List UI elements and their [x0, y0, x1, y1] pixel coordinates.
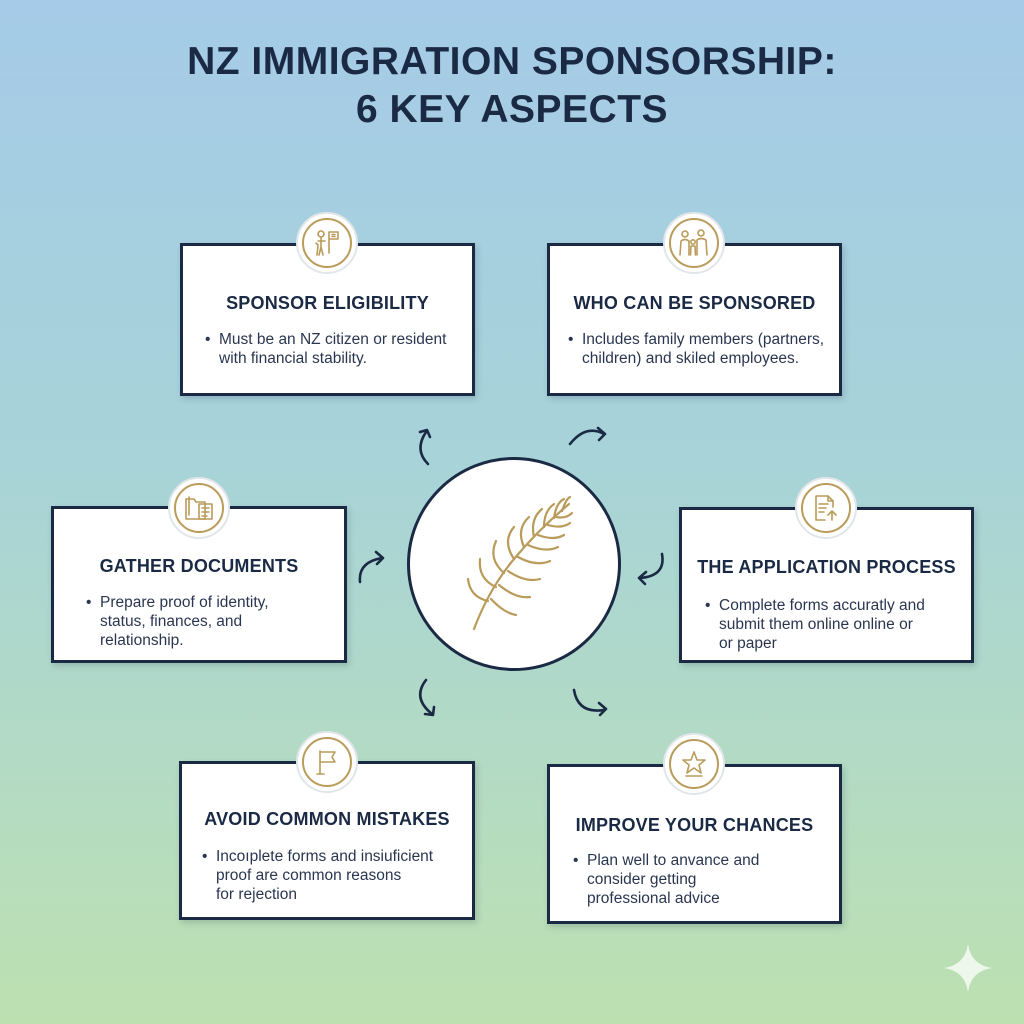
person-with-flag-icon [311, 227, 343, 259]
card-bullet-text: Complete forms accuratly and submit them online online or or paper [719, 597, 925, 652]
card-heading: THE APPLICATION PROCESS [697, 557, 956, 577]
bullet-dot: • [573, 852, 579, 869]
card-heading: IMPROVE YOUR CHANCES [575, 815, 814, 835]
curved-arrow-icon [406, 676, 446, 720]
family-icon [677, 227, 711, 259]
card-heading: WHO CAN BE SPONSORED [573, 293, 816, 313]
page-title [0, 38, 1024, 134]
document-upload-icon [811, 493, 841, 523]
card-heading: AVOID COMMON MISTAKES [204, 809, 450, 829]
bullet-dot: • [705, 597, 711, 614]
card-bullet [573, 851, 760, 908]
curved-arrow-icon [352, 548, 392, 586]
badge-improve-chances [663, 733, 725, 795]
curved-arrow-icon [630, 548, 670, 588]
silver-fern-icon [444, 489, 584, 639]
card-bullet-text: Incoıplete forms and insiuficient proof are common reasons for rejection [216, 848, 434, 903]
bullet-dot: • [205, 331, 211, 348]
card-heading: GATHER DOCUMENTS [99, 556, 299, 576]
flag-icon [312, 747, 342, 777]
title-line-2: 6 KEY ASPECTS [355, 88, 669, 131]
card-bullet [86, 593, 269, 650]
card-bullet-text: Plan well to anvance and consider getting professional advice [587, 852, 760, 907]
badge-gather-documents [168, 477, 230, 539]
curved-arrow-icon [566, 420, 614, 452]
title-line-1: NZ IMMIGRATION SPONSORSHIP: [187, 40, 837, 83]
bullet-dot: • [86, 594, 92, 611]
badge-application-process [795, 477, 857, 539]
center-circle [407, 457, 621, 671]
curved-arrow-icon [566, 686, 614, 722]
card-bullet-text: Prepare proof of identity, status, finances, and relationship. [100, 594, 269, 649]
sparkle-icon [942, 942, 994, 994]
star-badge-icon [678, 748, 710, 780]
badge-sponsor-eligibility [296, 212, 358, 274]
card-bullet [202, 847, 434, 904]
card-bullet-text: Must be an NZ citizen or resident with financial stability. [219, 331, 447, 367]
card-bullet-text: Includes family members (partners, children) and skiled employees. [582, 331, 825, 367]
card-bullet [205, 330, 447, 368]
badge-who-can-be-sponsored [663, 212, 725, 274]
folder-documents-icon [183, 493, 215, 523]
curved-arrow-icon [408, 420, 448, 468]
badge-avoid-mistakes [296, 731, 358, 793]
bullet-dot: • [568, 331, 574, 348]
card-heading: SPONSOR ELIGIBILITY [226, 293, 429, 313]
card-bullet [568, 330, 825, 368]
card-bullet [705, 596, 925, 653]
bullet-dot: • [202, 848, 208, 865]
